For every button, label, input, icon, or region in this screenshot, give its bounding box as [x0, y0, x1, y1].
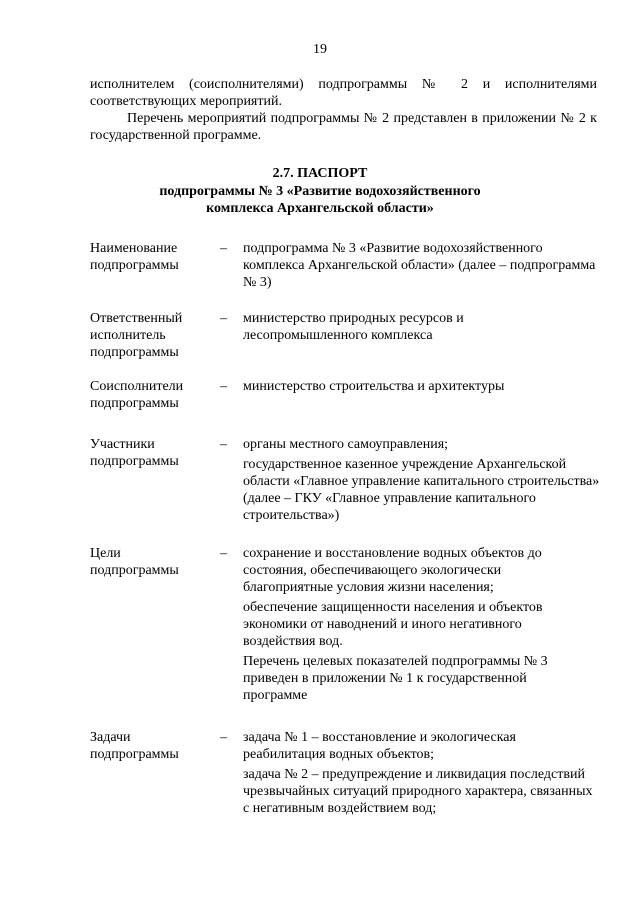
row-label-line: Соисполнители — [90, 379, 184, 394]
row-value: государственное казенное учреждение Архангельской области «Главное управление капитального строительства» (далее – ГКУ «Главное управление капитального строительства») — [243, 457, 600, 523]
row-label — [90, 240, 210, 274]
row-value: подпрограмма № 3 «Развитие водохозяйственного комплекса Архангельской области» (далее – подпрограмма № 3) — [243, 241, 596, 290]
row-label-line: Ответственный — [90, 311, 183, 326]
row-value: Перечень целевых показателей подпрограммы № 3 приведен в приложении № 1 к государственной программе — [243, 654, 548, 703]
intro-paragraph-2: Перечень мероприятий подпрограммы № 2 представлен в приложении № 2 к государственной программе. — [90, 111, 597, 143]
row-dash: – — [220, 311, 227, 326]
row-label-line: подпрограммы — [90, 563, 179, 578]
section-title-line-3: комплекса Архангельской области» — [206, 201, 434, 216]
row-dash: – — [220, 379, 227, 394]
row-label — [90, 545, 210, 579]
intro-line-2: соответствующих мероприятий. — [90, 94, 282, 109]
row-values — [243, 545, 583, 704]
row-value: министерство природных ресурсов и лесопромышленного комплекса — [243, 311, 464, 343]
row-values — [243, 310, 493, 344]
row-dash: – — [220, 241, 227, 256]
row-label-line: Участники — [90, 437, 155, 452]
row-label-line: Наименование — [90, 241, 178, 256]
row-values — [243, 240, 600, 291]
row-label-line: подпрограммы — [90, 258, 179, 273]
row-value: обеспечение защищенности населения и объектов экономики от наводнений и иного негативного воздействия вод. — [243, 600, 543, 649]
row-label-line: исполнитель — [90, 328, 166, 343]
row-value: сохранение и восстановление водных объектов до состояния, обеспечивающего экологически благоприятные условия жизни населения; — [243, 546, 542, 595]
row-label-line: Цели — [90, 546, 121, 561]
row-dash: – — [220, 730, 227, 745]
page-number: 19 — [313, 42, 327, 57]
row-label — [90, 729, 210, 763]
row-values — [243, 378, 600, 395]
section-title — [0, 165, 640, 218]
row-value: министерство строительства и архитектуры — [243, 379, 505, 394]
row-dash: – — [220, 437, 227, 452]
row-values — [243, 436, 600, 524]
row-dash: – — [220, 546, 227, 561]
row-value: органы местного самоуправления; — [243, 437, 449, 452]
row-label-line: подпрограммы — [90, 454, 179, 469]
row-label-line: подпрограммы — [90, 396, 179, 411]
section-title-line-1: 2.7. ПАСПОРТ — [272, 166, 368, 181]
row-value: задача № 1 – восстановление и экологическая реабилитация водных объектов; — [243, 730, 516, 762]
row-values — [243, 729, 600, 817]
section-title-line-2: подпрограммы № 3 «Развитие водохозяйственного — [159, 183, 481, 199]
row-label-line: Задачи — [90, 730, 131, 745]
row-label — [90, 378, 210, 412]
row-label-line: подпрограммы — [90, 345, 179, 360]
intro-text — [90, 76, 597, 144]
row-value: задача № 2 – предупреждение и ликвидация последствий чрезвычайных ситуаций природного характера, связанных с негативным воздействием вод; — [243, 767, 593, 816]
row-label-line: подпрограммы — [90, 747, 179, 762]
row-label — [90, 436, 210, 470]
row-label — [90, 310, 210, 361]
intro-line-1: исполнителем (соисполнителями) подпрограммы № 2 и исполнителями — [90, 77, 597, 92]
